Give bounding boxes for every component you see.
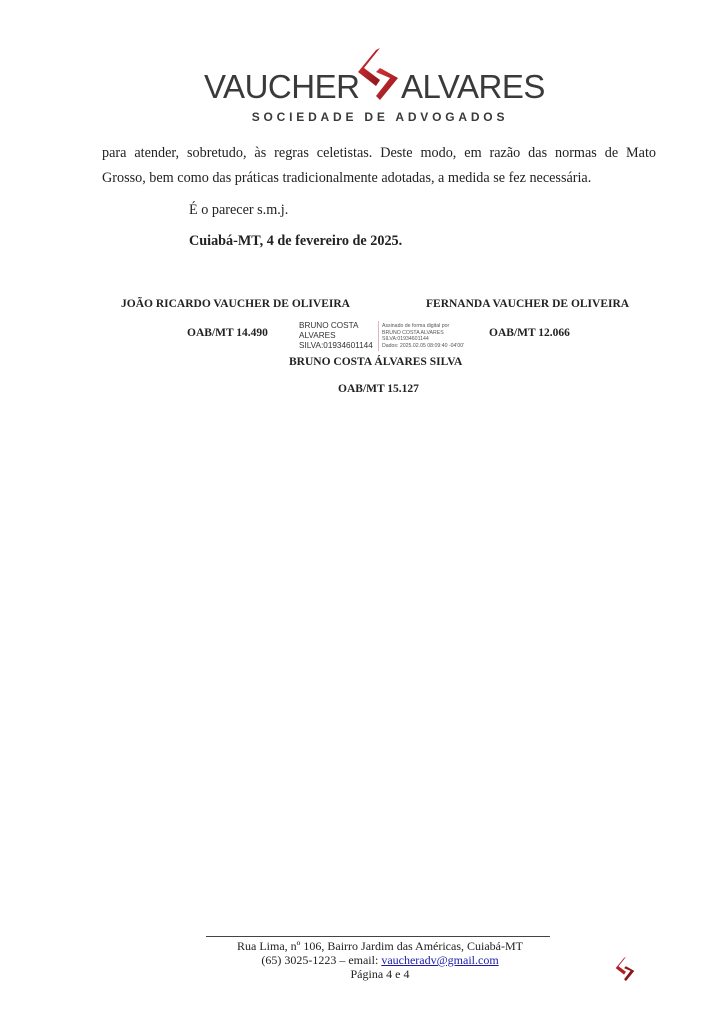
- digital-signature-line: ALVARES: [299, 331, 336, 340]
- digital-signature-signer: [299, 321, 373, 351]
- digital-signature-line: SILVA:01934601144: [299, 341, 373, 350]
- logo-subtitle: SOCIEDADE DE ADVOGADOS: [251, 110, 509, 124]
- footer-contact: [180, 953, 580, 968]
- footer-phone: (65) 3025-1223 – email:: [261, 953, 382, 967]
- footer-address: Rua Lima, nº 106, Bairro Jardim das Américas, Cuiabá-MT: [237, 939, 523, 953]
- signer-3-oab: OAB/MT 15.127: [338, 383, 419, 395]
- footer-divider: [206, 936, 550, 937]
- signer-2-name: FERNANDA VAUCHER DE OLIVEIRA: [426, 298, 630, 310]
- place-date: Cuiabá-MT, 4 de fevereiro de 2025.: [189, 233, 403, 249]
- footer-email-link[interactable]: vaucheradv@gmail.com: [381, 953, 499, 967]
- digital-signature-divider: [378, 321, 379, 351]
- digital-signature-line: BRUNO COSTA: [299, 321, 359, 330]
- body-paragraph: [102, 141, 656, 191]
- logo-text-right: ALVARES: [401, 68, 545, 105]
- signer-2-oab: OAB/MT 12.066: [489, 327, 570, 339]
- signer-1-oab: OAB/MT 14.490: [187, 327, 268, 339]
- digital-signature-info: [382, 323, 464, 349]
- closing-text: É o parecer s.m.j.: [189, 202, 289, 218]
- digital-signature-info-line: SILVA:01934601144: [382, 336, 429, 342]
- digital-signature-info-line: Dados: 2025.02.05 08:09:40 -04'00': [382, 342, 465, 349]
- footer-page-number: Página 4 e 4: [350, 967, 410, 981]
- logo-mark-icon: [350, 46, 406, 102]
- footer-logo-icon: [612, 956, 638, 982]
- signer-1-name: JOÃO RICARDO VAUCHER DE OLIVEIRA: [121, 298, 350, 310]
- paragraph-line: Grosso, bem como das práticas tradicionalmente adotadas, a medida se fez necessária.: [102, 170, 592, 186]
- signer-3-name: BRUNO COSTA ÁLVARES SILVA: [289, 356, 463, 368]
- logo-text-left: VAUCHER: [204, 68, 360, 105]
- digital-signature-info-line: BRUNO COSTA ALVARES: [382, 329, 444, 336]
- digital-signature-info-line: Assinado de forma digital por: [382, 323, 450, 329]
- paragraph-line: para atender, sobretudo, às regras celetistas. Deste modo, em razão das normas de Mato: [102, 145, 656, 161]
